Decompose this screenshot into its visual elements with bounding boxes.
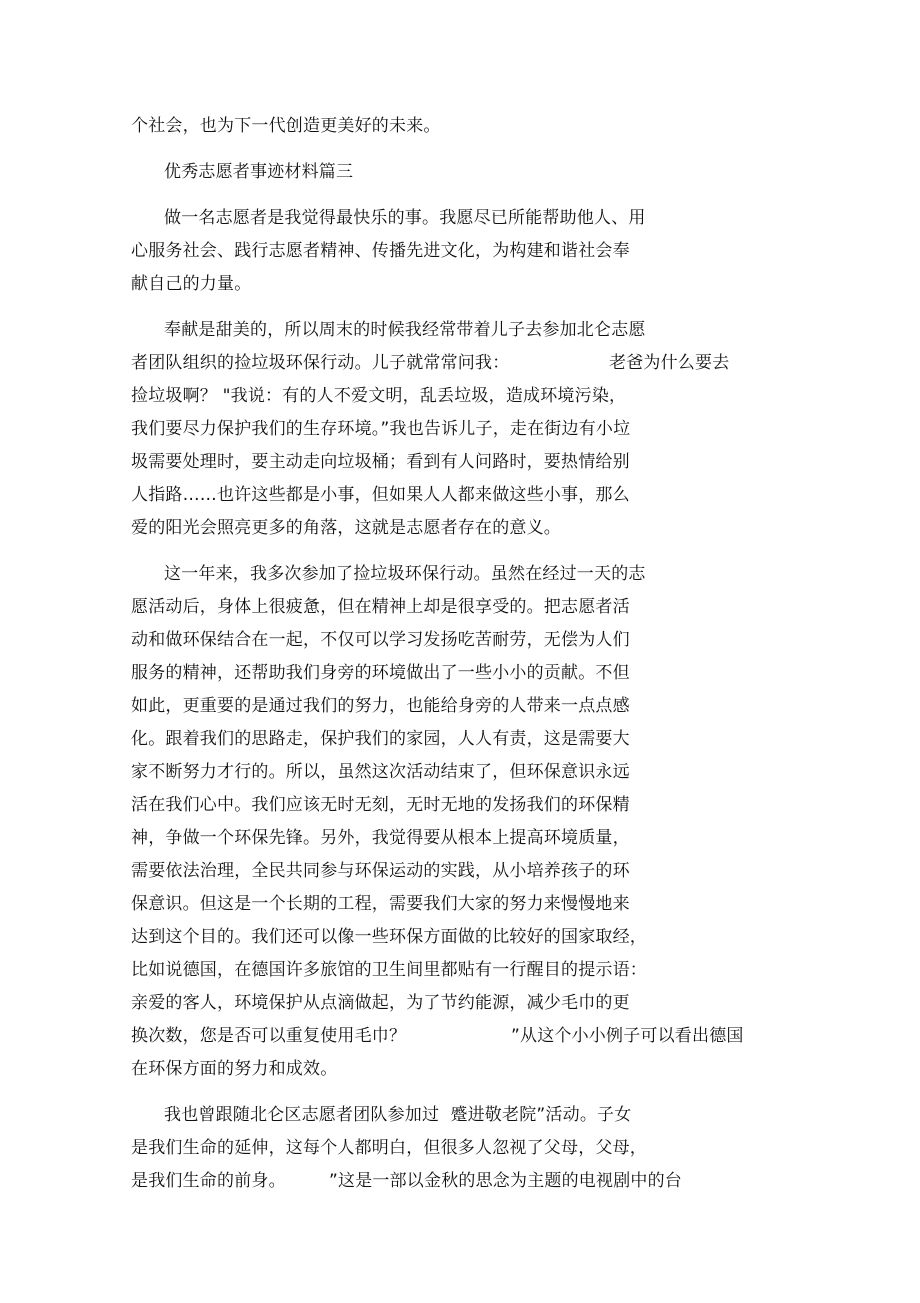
text-line: 化。跟着我们的思路走，保护我们的家园，人人有责，这是需要大 — [131, 729, 630, 749]
text-line: 是我们生命的前身。 — [131, 1171, 286, 1191]
text-line: 保意识。但这是一个长期的工程，需要我们大家的努力来慢慢地来 — [131, 894, 630, 914]
text-line: 愿活动后，身体上很疲惫，但在精神上却是很享受的。把志愿者活 — [131, 597, 630, 617]
text-line: 捡垃圾啊？ "我说：有的人不爱文明，乱丢垃圾，造成环境污染， — [131, 386, 627, 406]
text-line: 在环保方面的努力和成效。 — [131, 1059, 338, 1079]
text-line: 达到这个目的。我们还可以像一些环保方面做的比较好的国家取经， — [131, 927, 647, 947]
text-line: 人指路……也许这些都是小事，但如果人人都来做这些小事，那么 — [131, 485, 630, 505]
text-line: 我们要尽力保护我们的生存环境。”我也告诉儿子，走在街边有小垃 — [131, 419, 631, 439]
text-line: 家不断努力才行的。所以，虽然这次活动结束了，但环保意识永远 — [131, 762, 630, 782]
text-line: 献自己的力量。 — [131, 274, 252, 294]
text-line: 动和做环保结合在一起，不仅可以学习发扬吃苦耐劳，无偿为人们 — [131, 630, 630, 650]
text-line: 做一名志愿者是我觉得最快乐的事。我愿尽已所能帮助他人、用 — [164, 208, 646, 228]
text-line: 比如说德国，在德国许多旅馆的卫生间里都贴有一行醒目的提示语： — [131, 960, 647, 980]
text-line: 活在我们心中。我们应该无时无刻，无时无地的发扬我们的环保精 — [131, 795, 630, 815]
text-line: 个社会，也为下一代创造更美好的未来。 — [131, 116, 441, 136]
text-line: 心服务社会、践行志愿者精神、传播先进文化，为构建和谐社会奉 — [131, 241, 630, 261]
text-line: 是我们生命的延伸，这每个人都明白，但很多人忽视了父母，父母， — [131, 1138, 647, 1158]
section-heading: 优秀志愿者事迹材料篇三 — [164, 162, 354, 182]
text-line-fragment: ”这是一部以金秋的思念为主题的电视剧中的台 — [329, 1171, 683, 1191]
text-line: 圾需要处理时，要主动走向垃圾桶；看到有人问路时，要热情给别 — [131, 452, 630, 472]
text-line-fragment: 老爸为什么要去 — [609, 353, 730, 373]
text-line: 服务的精神，还帮助我们身旁的环境做出了一些小小的贡献。不但 — [131, 663, 630, 683]
text-line: 奉献是甜美的，所以周末的时候我经常带着儿子去参加北仑志愿 — [164, 320, 646, 340]
text-line: 换次数，您是否可以重复使用毛巾？ — [131, 1026, 407, 1046]
text-line: 神，争做一个环保先锋。另外，我觉得要从根本上提高环境质量， — [131, 828, 630, 848]
text-line-fragment: ”从这个小小例子可以看出德国 — [511, 1026, 744, 1046]
text-line: 如此，更重要的是通过我们的努力，也能给身旁的人带来一点点感 — [131, 696, 630, 716]
text-line: 者团队组织的捡垃圾环保行动。儿子就常常问我： — [131, 353, 510, 373]
text-line: 我也曾跟随北仑区志愿者团队参加过 蹙进敬老院”活动。子女 — [164, 1105, 632, 1125]
text-line: 亲爱的客人，环境保护从点滴做起，为了节约能源，减少毛巾的更 — [131, 993, 630, 1013]
text-line: 需要依法治理，全民共同参与环保运动的实践，从小培养孩子的环 — [131, 861, 630, 881]
text-line: 这一年来，我多次参加了捡垃圾环保行动。虽然在经过一天的志 — [164, 564, 646, 584]
text-line: 爱的阳光会照亮更多的角落，这就是志愿者存在的意义。 — [131, 518, 561, 538]
